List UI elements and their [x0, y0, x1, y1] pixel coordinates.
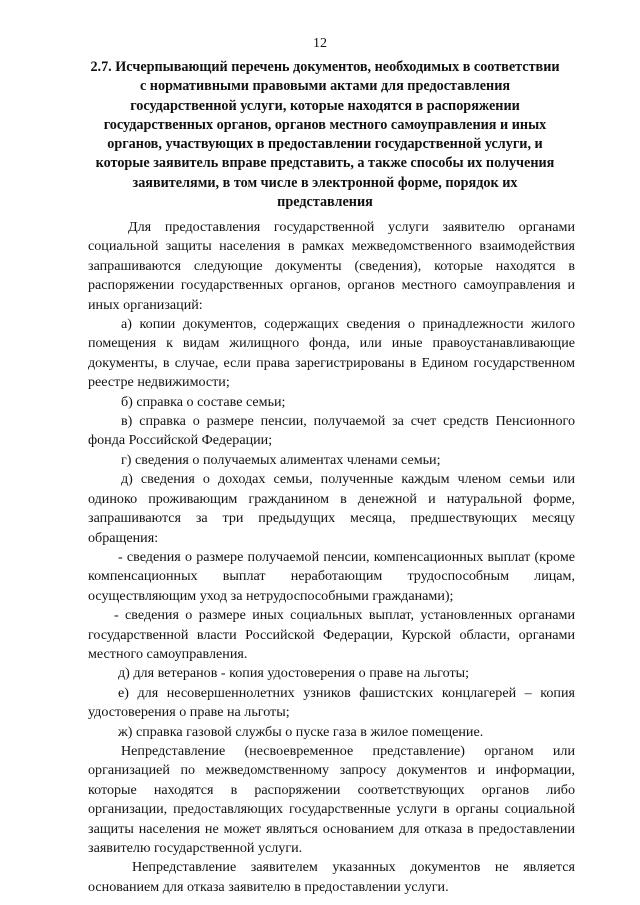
list-item-zh: ж) справка газовой службы о пуске газа в жилое помещение. — [118, 723, 484, 740]
list-item-d-veterans: д) для ветеранов - копия удостоверения о праве на льготы; — [118, 665, 470, 682]
page-number: 12 — [313, 36, 327, 51]
paragraph-non-submission-applicant: Непредставление заявителем указанных документов не является основанием для отказа заявителю в предоставлении услуги. — [88, 859, 575, 895]
section-heading: 2.7. Исчерпывающий перечень документов, необходимых в соответствии с нормативными правовыми актами для предоставления государственной услуги, которые находятся в распоряжении государственных органов, органов местного самоуправления и иных органов, участвующих в предоставлении государственной услуги, и которые заявитель вправе представить, а также способы их получения заявителями, в том числе в электронной форме, порядок их представления — [90, 59, 560, 211]
list-item-e: е) для несовершеннолетних узников фашистских концлагерей – копия удостоверения о праве на льготы; — [88, 684, 575, 721]
list-item-g: г) сведения о получаемых алиментах членами семьи; — [121, 451, 441, 468]
sub-item-social-payments: - сведения о размере иных социальных выплат, установленных органами государственной власти Российской Федерации, Курской области, органами местного самоуправления. — [88, 607, 575, 662]
paragraph-intro: Для предоставления государственной услуги заявителю органами социальной защиты населения в рамках межведомственного взаимодействия запрашиваются следующие документы (сведения), которые находятся в распоряжении государственных органов, органов местного самоуправления и иных организаций: — [88, 219, 575, 313]
sub-item-pension: - сведения о размере получаемой пенсии, компенсационных выплат (кроме компенсационных выплат неработающим трудоспособным лицам, осуществляющим уход за нетрудоспособными гражданами); — [88, 548, 575, 604]
list-item-v: в) справка о размере пенсии, получаемой за счет средств Пенсионного фонда Российской Федерации; — [88, 413, 575, 449]
paragraph-non-submission-agency: Непредставление (несвоевременное представление) органом или организацией по межведомственному запросу документов и информации, которые находятся в распоряжении соответствующих органов либо организации, предоставляющих государственные услуги в органы социальной защиты населения не может являться основанием для отказа в предоставлении заявителю государственной услуги. — [88, 742, 575, 856]
list-item-a: а) копии документов, содержащих сведения о принадлежности жилого помещения к видам жилищного фонда, или иные правоустанавливающие документы, в случае, если права зарегистрированы в Едином государственном реестре недвижимости; — [88, 316, 575, 391]
list-item-d: д) сведения о доходах семьи, полученные каждым членом семьи или одиноко проживающим гражданином в денежной и натуральной форме, запрашиваются за три предыдущих месяца, предшествующих месяцу обращения: — [88, 471, 575, 546]
document-body — [88, 218, 575, 897]
list-item-b: б) справка о составе семьи; — [121, 393, 286, 410]
